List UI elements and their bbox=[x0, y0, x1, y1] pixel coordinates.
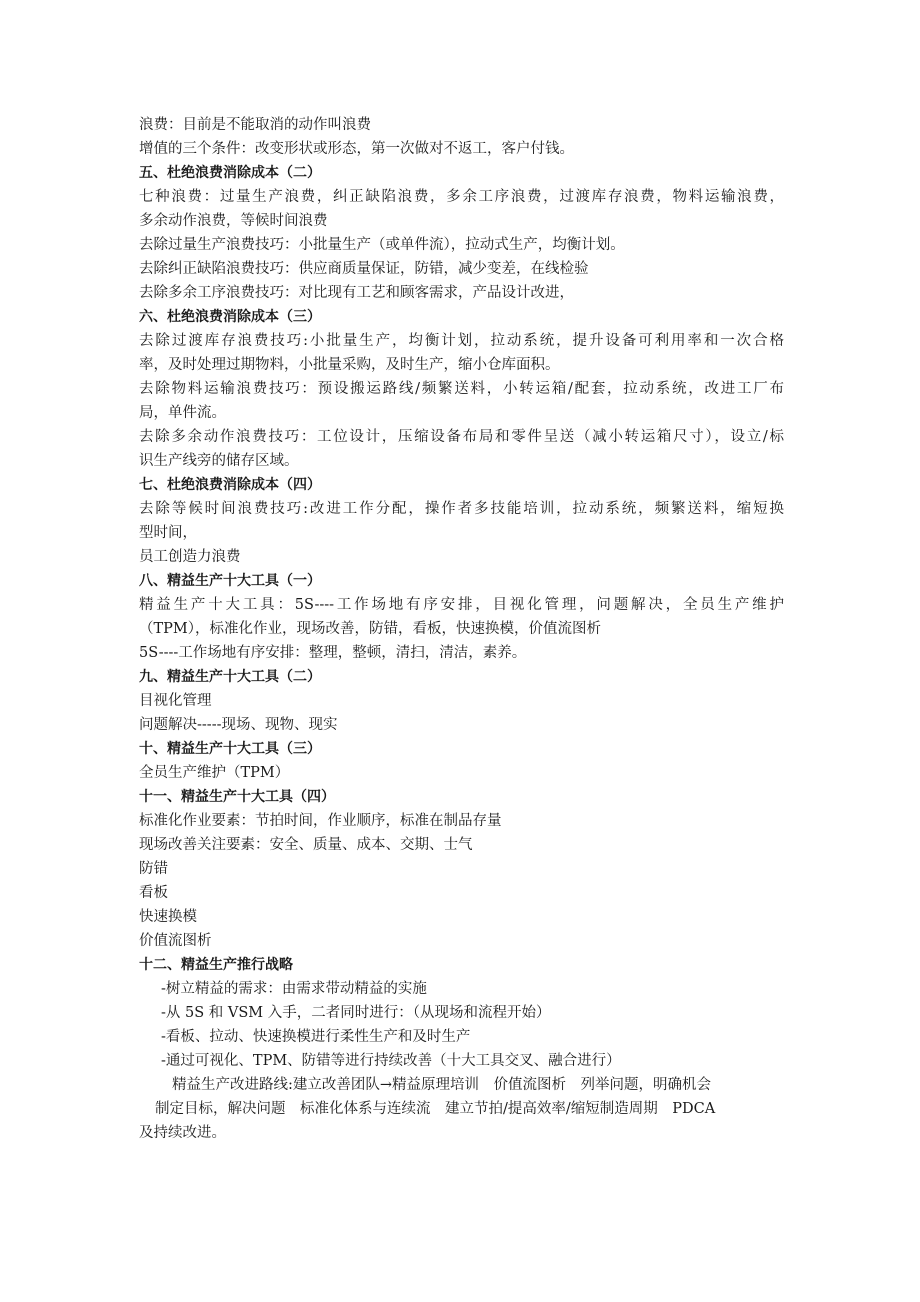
text-line: 去除物料运输浪费技巧：预设搬运路线/频繁送料，小转运箱/配套，拉动系统，改进工厂布 bbox=[139, 381, 784, 397]
text-line: 看板 bbox=[139, 885, 168, 901]
text-line: 局，单件流。 bbox=[139, 405, 226, 421]
text-line: 去除多余动作浪费技巧：工位设计，压缩设备布局和零件呈送（减小转运箱尺寸），设立/标 bbox=[139, 429, 784, 445]
text-line: 型时间， bbox=[139, 525, 197, 541]
text-line: -看板、拉动、快速换模进行柔性生产和及时生产 bbox=[161, 1029, 471, 1045]
document-body bbox=[139, 113, 784, 1145]
text-line: 去除纠正缺陷浪费技巧：供应商质量保证，防错，减少变差，在线检验 bbox=[139, 261, 589, 277]
text-line: 精益生产十大工具：5S----工作场地有序安排，目视化管理，问题解决，全员生产维护 bbox=[139, 597, 784, 613]
text-line: 标准化作业要素：节拍时间，作业顺序，标准在制品存量 bbox=[139, 813, 502, 829]
section-heading: 十一、精益生产十大工具（四） bbox=[139, 789, 335, 805]
section-heading: 五、杜绝浪费消除成本（二） bbox=[139, 165, 321, 181]
text-line: -从 5S 和 VSM 入手，二者同时进行：（从现场和流程开始） bbox=[161, 1005, 551, 1021]
text-line: 去除多余工序浪费技巧：对比现有工艺和顾客需求，产品设计改进， bbox=[139, 285, 574, 301]
text-line: 浪费：目前是不能取消的动作叫浪费 bbox=[139, 117, 371, 133]
text-line: 快速换模 bbox=[139, 909, 197, 925]
text-line: 去除等候时间浪费技巧:改进工作分配，操作者多技能培训，拉动系统，频繁送料，缩短换 bbox=[139, 501, 784, 517]
text-line: 增值的三个条件：改变形状或形态，第一次做对不返工，客户付钱。 bbox=[139, 141, 574, 157]
text-line: 全员生产维护（TPM） bbox=[139, 765, 290, 781]
text-line: 去除过渡库存浪费技巧:小批量生产，均衡计划，拉动系统，提升设备可利用率和一次合格 bbox=[139, 333, 784, 349]
text-line: 现场改善关注要素：安全、质量、成本、交期、士气 bbox=[139, 837, 473, 853]
text-line: -树立精益的需求：由需求带动精益的实施 bbox=[161, 981, 427, 997]
section-heading: 九、精益生产十大工具（二） bbox=[139, 669, 321, 685]
text-line: 多余动作浪费，等候时间浪费 bbox=[139, 213, 328, 229]
section-heading: 七、杜绝浪费消除成本（四） bbox=[139, 477, 321, 493]
text-line: 去除过量生产浪费技巧：小批量生产（或单件流），拉动式生产，均衡计划。 bbox=[139, 237, 625, 253]
text-line: 防错 bbox=[139, 861, 168, 877]
text-line: 七种浪费：过量生产浪费，纠正缺陷浪费，多余工序浪费，过渡库存浪费，物料运输浪费， bbox=[139, 189, 784, 205]
text-line: （TPM），标准化作业，现场改善，防错，看板，快速换模，价值流图析 bbox=[139, 621, 602, 637]
text-line: 员工创造力浪费 bbox=[139, 549, 241, 565]
text-line: 目视化管理 bbox=[139, 693, 212, 709]
text-line: 识生产线旁的储存区域。 bbox=[139, 453, 299, 469]
section-heading: 八、精益生产十大工具（一） bbox=[139, 573, 321, 589]
text-line: 价值流图析 bbox=[139, 933, 212, 949]
text-line: 制定目标，解决问题 标准化体系与连续流 建立节拍/提高效率/缩短制造周期 PDCA bbox=[155, 1101, 716, 1117]
section-heading: 六、杜绝浪费消除成本（三） bbox=[139, 309, 321, 325]
text-line: 及持续改进。 bbox=[139, 1125, 226, 1141]
text-line: 5S----工作场地有序安排：整理，整顿，清扫，清洁，素养。 bbox=[139, 645, 527, 661]
section-heading: 十二、精益生产推行战略 bbox=[139, 957, 293, 973]
text-line: 率，及时处理过期物料，小批量采购，及时生产，缩小仓库面积。 bbox=[139, 357, 560, 373]
text-line: -通过可视化、TPM、防错等进行持续改善（十大工具交叉、融合进行） bbox=[161, 1053, 621, 1069]
text-line: 精益生产改进路线:建立改善团队→精益原理培训 价值流图析 列举问题，明确机会 bbox=[172, 1077, 712, 1093]
text-line: 问题解决-----现场、现物、现实 bbox=[139, 717, 338, 733]
section-heading: 十、精益生产十大工具（三） bbox=[139, 741, 321, 757]
